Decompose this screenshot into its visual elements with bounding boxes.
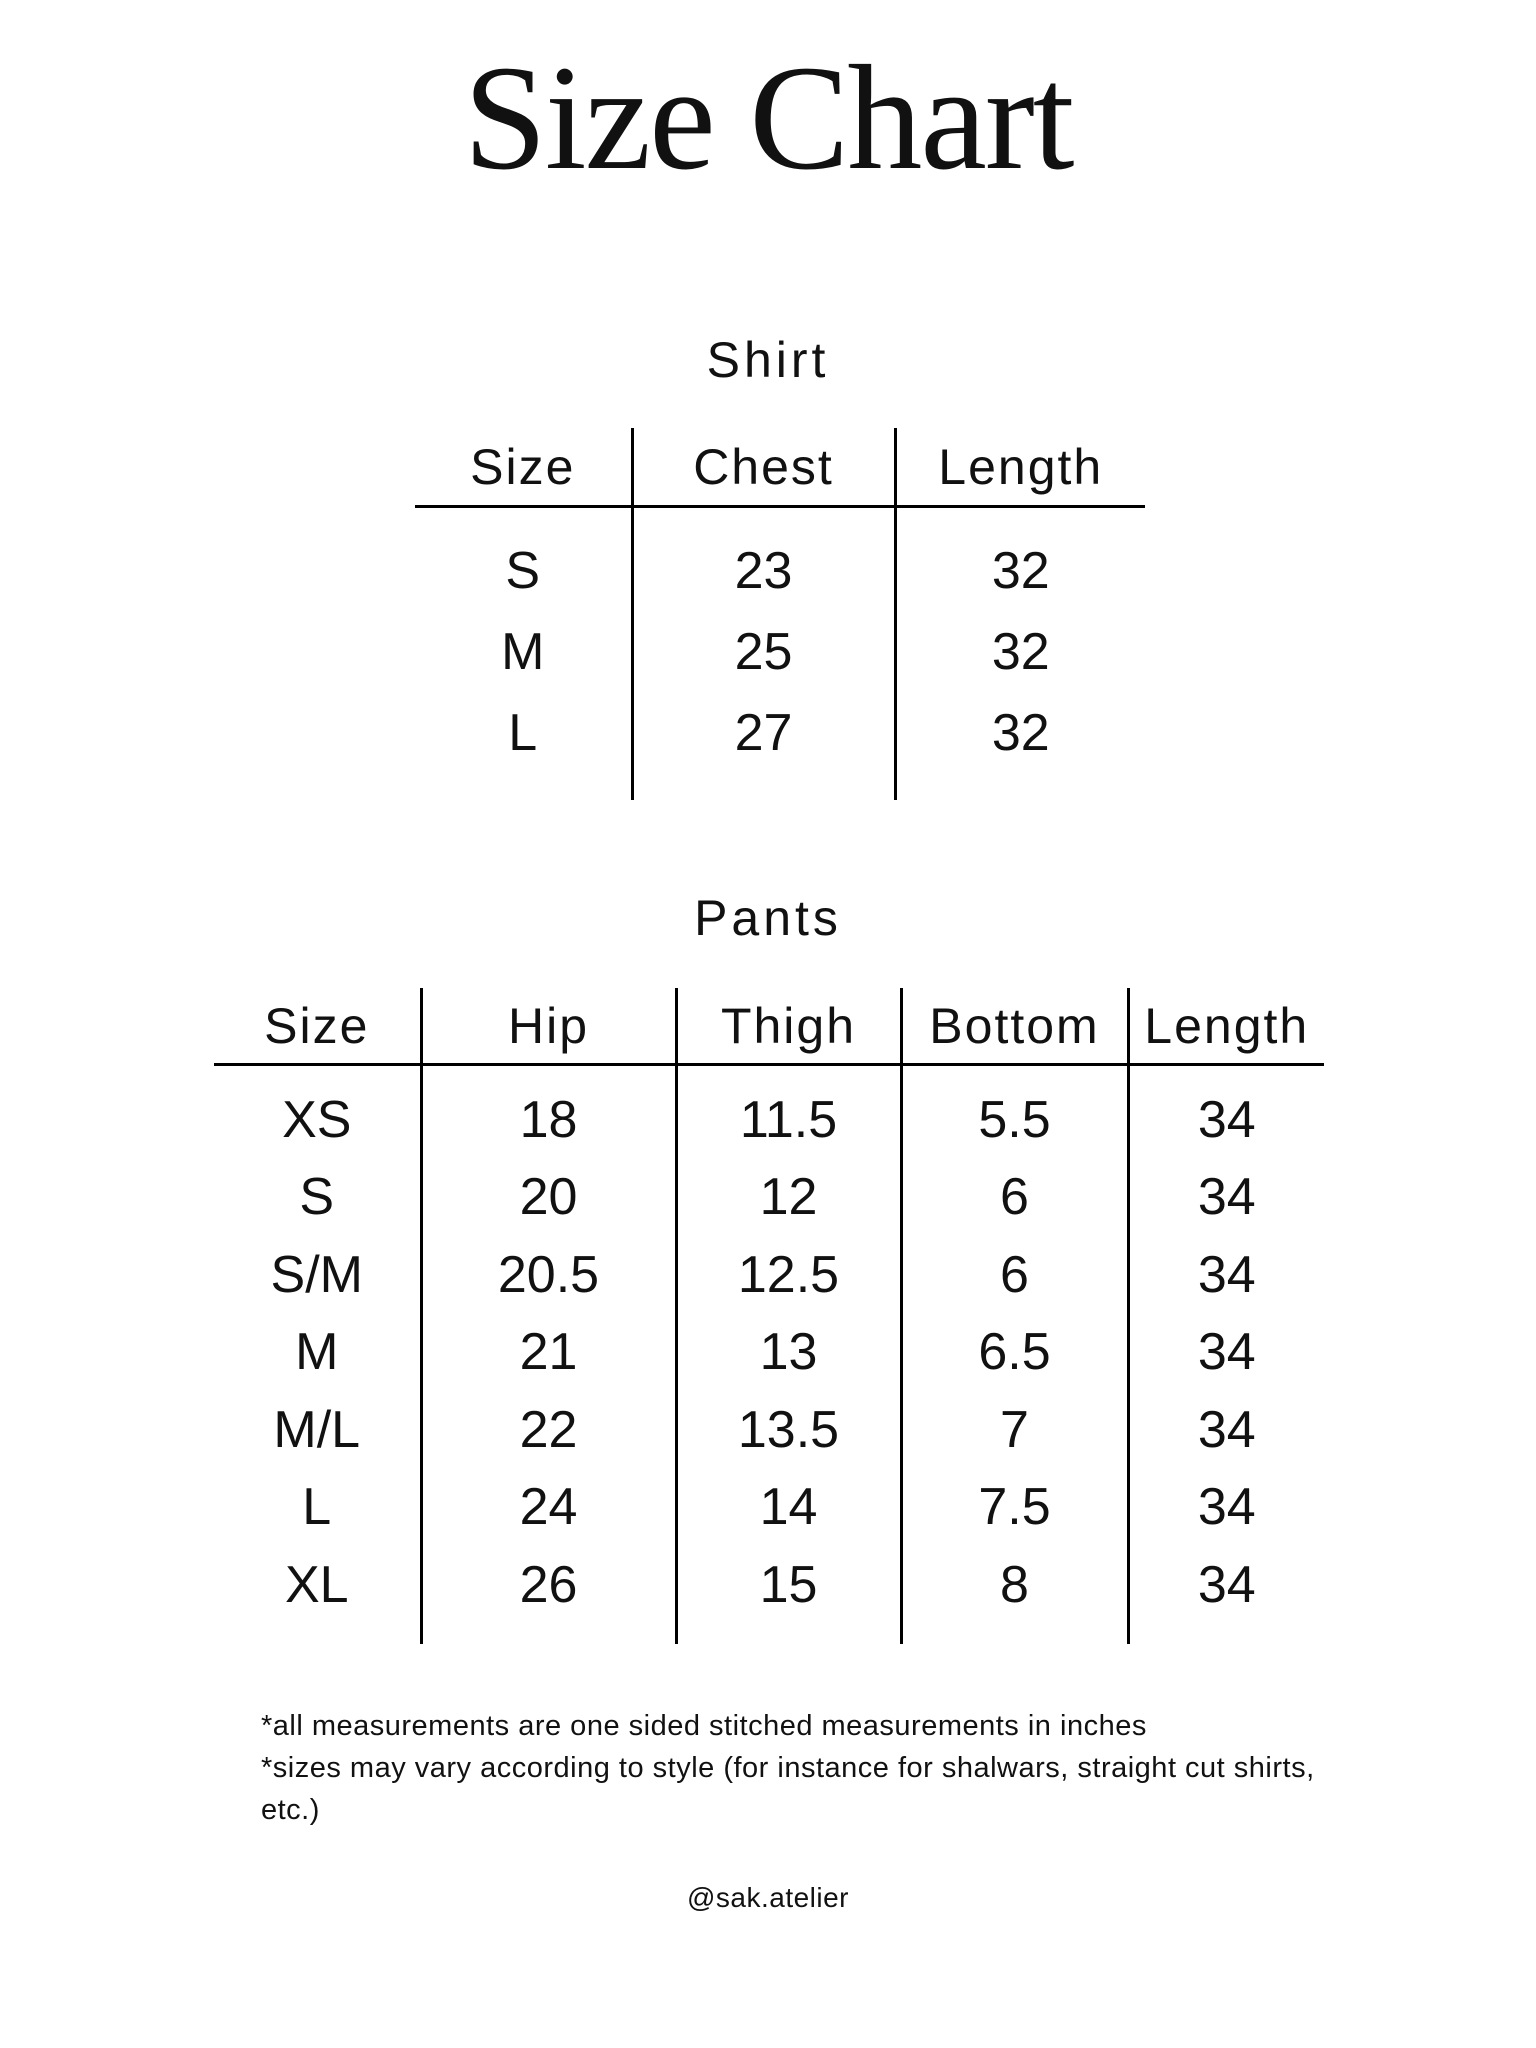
thigh-cell: 15 [676, 1546, 901, 1624]
table-row [214, 1469, 1324, 1547]
bottom-cell: 6 [901, 1159, 1128, 1237]
hip-cell: 26 [421, 1546, 676, 1624]
length-cell: 32 [991, 541, 1050, 600]
thigh-cell: 12 [676, 1159, 901, 1237]
table-row [214, 1546, 1324, 1624]
size-cell: L [214, 1469, 421, 1547]
size-cell: S [214, 1159, 421, 1237]
length-cell: 32 [991, 622, 1050, 681]
column-header-chest: Chest [632, 428, 895, 507]
pants-size-table [214, 988, 1324, 1644]
table-row [214, 1236, 1324, 1314]
bottom-cell: 5.5 [901, 1081, 1128, 1159]
table-row [415, 611, 1145, 692]
length-cell: 34 [1197, 1323, 1256, 1382]
bottom-cell: 6 [901, 1236, 1128, 1314]
length-cell: 32 [991, 703, 1050, 762]
size-cell: M/L [214, 1391, 421, 1469]
length-cell: 34 [1197, 1168, 1256, 1227]
bottom-cell: 8 [901, 1546, 1128, 1624]
social-handle: @sak.atelier [686, 1882, 850, 1913]
hip-cell: 24 [421, 1469, 676, 1547]
bottom-cell: 7.5 [901, 1469, 1128, 1547]
length-cell: 34 [1197, 1400, 1256, 1459]
column-header-hip: Hip [421, 988, 676, 1065]
bottom-cell: 6.5 [901, 1314, 1128, 1392]
size-cell: XL [214, 1546, 421, 1624]
size-cell: S/M [214, 1236, 421, 1314]
length-cell: 34 [1197, 1555, 1256, 1614]
length-cell: 34 [1197, 1245, 1256, 1304]
column-header-length: Length [1128, 988, 1324, 1065]
note-line: *all measurements are one sided stitched measurements in inches [261, 1710, 1147, 1742]
thigh-cell: 13 [676, 1314, 901, 1392]
length-cell: 34 [1197, 1090, 1256, 1149]
column-header-size: Size [415, 428, 632, 507]
size-cell: M [415, 611, 632, 692]
chest-cell: 25 [632, 611, 895, 692]
pants-section-title: Pants [694, 890, 842, 946]
hip-cell: 20 [421, 1159, 676, 1237]
table-row [214, 1314, 1324, 1392]
length-cell: 34 [1197, 1478, 1256, 1537]
size-cell: L [415, 692, 632, 773]
page-title: Size Chart [463, 35, 1073, 201]
thigh-cell: 12.5 [676, 1236, 901, 1314]
measurement-notes [261, 1705, 1341, 1831]
table-row [214, 1159, 1324, 1237]
note-line: *sizes may vary according to style (for instance for shalwars, straight cut shirts, etc.) [261, 1752, 1315, 1826]
thigh-cell: 13.5 [676, 1391, 901, 1469]
hip-cell: 22 [421, 1391, 676, 1469]
size-cell: XS [214, 1081, 421, 1159]
column-header-size: Size [214, 988, 421, 1065]
size-cell: M [214, 1314, 421, 1392]
table-header-row [415, 428, 1145, 507]
thigh-cell: 14 [676, 1469, 901, 1547]
table-row [214, 1391, 1324, 1469]
hip-cell: 20.5 [421, 1236, 676, 1314]
size-cell: S [415, 530, 632, 611]
table-row [415, 530, 1145, 611]
thigh-cell: 11.5 [676, 1081, 901, 1159]
table-header-row [214, 988, 1324, 1065]
table-row [415, 692, 1145, 773]
chest-cell: 27 [632, 692, 895, 773]
hip-cell: 18 [421, 1081, 676, 1159]
column-header-thigh: Thigh [676, 988, 901, 1065]
chest-cell: 23 [632, 530, 895, 611]
hip-cell: 21 [421, 1314, 676, 1392]
shirt-section-title: Shirt [706, 332, 830, 388]
column-header-length: Length [895, 428, 1145, 507]
table-row [214, 1081, 1324, 1159]
column-header-bottom: Bottom [901, 988, 1128, 1065]
shirt-size-table [415, 428, 1145, 800]
bottom-cell: 7 [901, 1391, 1128, 1469]
